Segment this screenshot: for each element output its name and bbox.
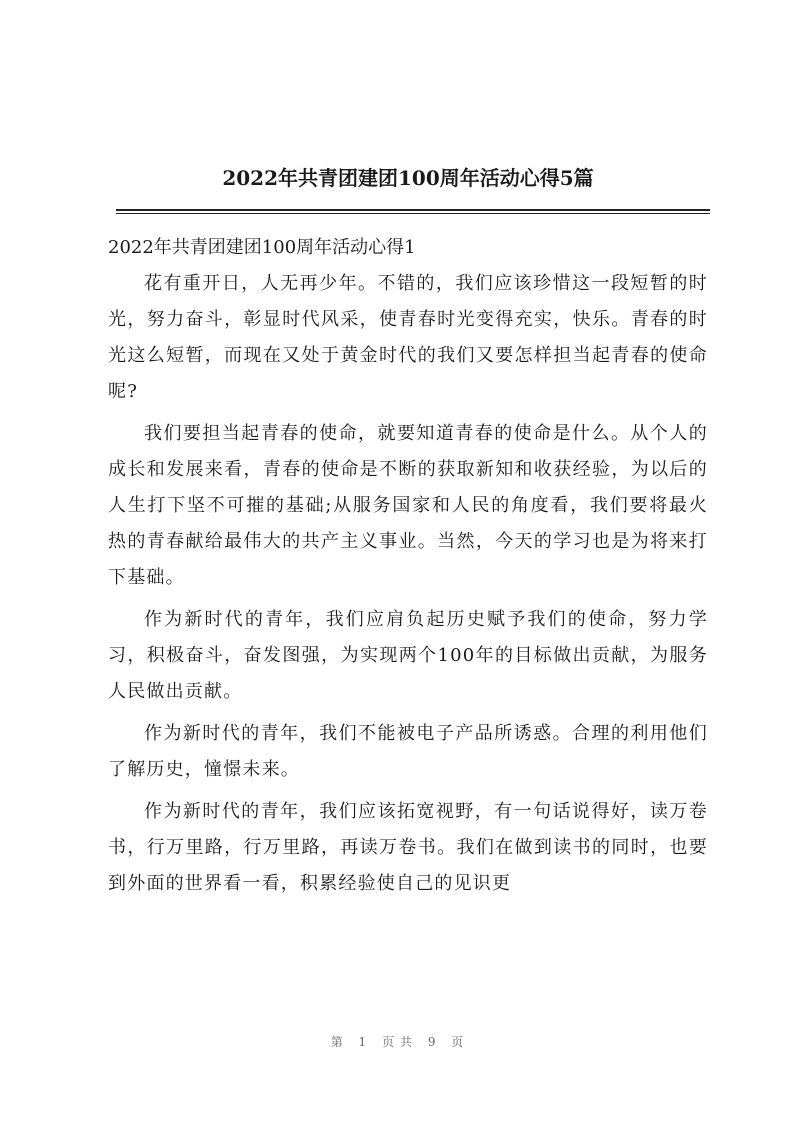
document-title: 2022年共青团建团100周年活动心得5篇 [222,166,594,190]
title-divider [116,209,710,211]
paragraph: 作为新时代的青年，我们应肩负起历史赋予我们的使命，努力学习，积极奋斗，奋发图强，为实现两个100年的目标做出贡献，为服务人民做出贡献。 [108,609,708,702]
paragraph: 作为新时代的青年，我们应该拓宽视野，有一句话说得好，读万卷书，行万里路，行万里路，再读万卷书。我们在做到读书的同时，也要到外面的世界看一看，积累经验使自己的见识更 [108,801,708,894]
paragraph: 花有重开日，人无再少年。不错的，我们应该珍惜这一段短暂的时光，努力奋斗，彰显时代风采，使青春时光变得充实，快乐。青春的时光这么短暂，而现在又处于黄金时代的我们又要怎样担当起青春的使命呢? [108,273,708,402]
page-number-footer: 第 1 页共 9 页 [330,1035,470,1049]
paragraph: 作为新时代的青年，我们不能被电子产品所诱惑。合理的利用他们了解历史，憧憬未来。 [108,723,708,780]
section-heading: 2022年共青团建团100周年活动心得1 [108,237,416,258]
document-body [108,230,708,908]
paragraph: 我们要担当起青春的使命，就要知道青春的使命是什么。从个人的成长和发展来看，青春的使命是不断的获取新知和收获经验，为以后的人生打下坚不可摧的基础;从服务国家和人民的角度看，我们要将最火热的青春献给最伟大的共产主义事业。当然，今天的学习也是为将来打下基础。 [108,423,708,588]
